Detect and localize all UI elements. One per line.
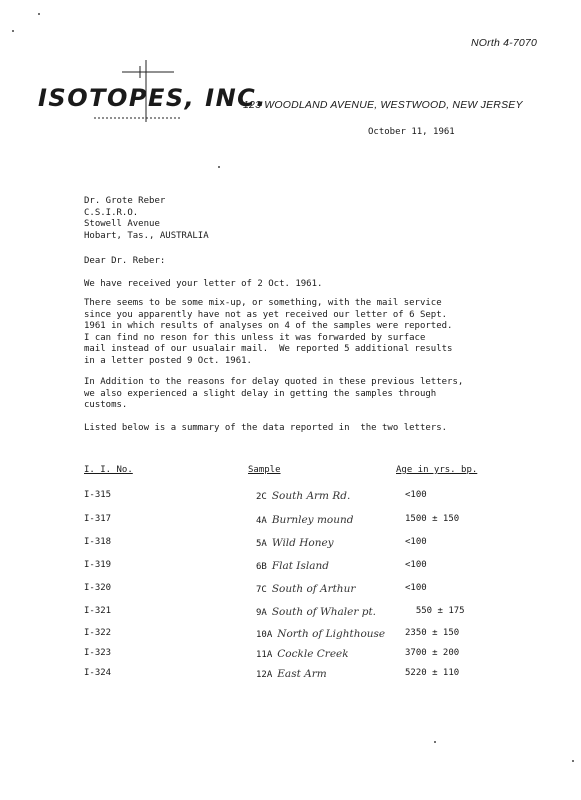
scan-speck xyxy=(572,760,574,762)
sample-cell xyxy=(256,537,334,549)
scan-speck xyxy=(12,30,14,32)
sample-code: 12A xyxy=(256,670,273,680)
phone-number: NOrth 4-7070 xyxy=(470,37,537,49)
sample-handwritten-note: South of Arthur xyxy=(271,583,356,595)
table-row xyxy=(0,490,581,510)
header-number: I. I. No. xyxy=(84,465,133,475)
sample-code: 11A xyxy=(256,650,273,660)
sample-cell xyxy=(256,583,355,595)
sample-number: I-318 xyxy=(84,537,112,547)
sample-number: I-322 xyxy=(84,628,112,638)
sample-handwritten-note: Flat Island xyxy=(271,560,329,572)
sample-age: 550 ± 175 xyxy=(405,606,465,616)
sample-age: <100 xyxy=(405,560,427,570)
sample-code: 5A xyxy=(256,539,267,549)
sample-cell xyxy=(256,668,327,680)
sample-code: 9A xyxy=(256,608,267,618)
paragraph-1: We have received your letter of 2 Oct. 1961. xyxy=(84,279,323,289)
table-row xyxy=(0,537,581,557)
sample-handwritten-note: Cockle Creek xyxy=(277,648,349,660)
sample-number: I-321 xyxy=(84,606,112,616)
sample-code: 4A xyxy=(256,516,267,526)
sample-cell xyxy=(256,628,385,640)
sample-number: I-319 xyxy=(84,560,112,570)
header-age: Age in yrs. bp. xyxy=(396,465,478,475)
sample-cell xyxy=(256,606,376,618)
recipient-address: Dr. Grote Reber C.S.I.R.O. Stowell Avenue Hobart, Tas., AUSTRALIA xyxy=(84,196,209,241)
sample-age: 2350 ± 150 xyxy=(405,628,460,638)
sample-age: <100 xyxy=(405,583,427,593)
salutation: Dear Dr. Reber: xyxy=(84,256,166,266)
scan-speck xyxy=(38,13,40,15)
header-sample: Sample xyxy=(248,465,281,475)
sample-number: I-315 xyxy=(84,490,112,500)
scan-speck xyxy=(218,166,220,168)
sample-code: 7C xyxy=(256,585,267,595)
company-address: 123 WOODLAND AVENUE, WESTWOOD, NEW JERSEY xyxy=(243,99,523,111)
sample-cell xyxy=(256,648,349,660)
sample-code: 2C xyxy=(256,492,267,502)
paragraph-2: There seems to be some mix-up, or something, with the mail service since you apparently have not as yet received our letter of 6 Sept. 1961 in which results of analyses on 4 of the samples were reported. I can find no reson for this unless it was forwarded by surface mail instead of our usualair mail. We reported 5 additional results in a letter posted 9 Oct. 1961. xyxy=(84,298,453,366)
table-row xyxy=(0,668,581,688)
sample-cell xyxy=(256,490,350,502)
table-row xyxy=(0,648,581,668)
sample-age: 5220 ± 110 xyxy=(405,668,460,678)
sample-code: 6B xyxy=(256,562,267,572)
sample-number: I-323 xyxy=(84,648,112,658)
sample-handwritten-note: South of Whaler pt. xyxy=(271,606,377,618)
sample-handwritten-note: Burnley mound xyxy=(271,514,354,526)
sample-number: I-320 xyxy=(84,583,112,593)
paragraph-3: In Addition to the reasons for delay quoted in these previous letters, we also experienced a slight delay in getting the samples through customs. xyxy=(84,377,464,410)
table-row xyxy=(0,583,581,603)
sample-age: <100 xyxy=(405,490,427,500)
sample-age: 1500 ± 150 xyxy=(405,514,460,524)
sample-cell xyxy=(256,514,353,526)
sample-code: 10A xyxy=(256,630,273,640)
company-logo: ISOTOPES, INC. xyxy=(38,84,267,112)
sample-handwritten-note: Wild Honey xyxy=(271,537,334,549)
paragraph-4: Listed below is a summary of the data reported in the two letters. xyxy=(84,423,448,433)
table-row xyxy=(0,606,581,626)
letter-date: October 11, 1961 xyxy=(368,127,455,137)
sample-age: 3700 ± 200 xyxy=(405,648,460,658)
sample-handwritten-note: North of Lighthouse xyxy=(277,628,386,640)
table-row xyxy=(0,560,581,580)
table-row xyxy=(0,514,581,534)
sample-cell xyxy=(256,560,329,572)
sample-number: I-324 xyxy=(84,668,112,678)
sample-age: <100 xyxy=(405,537,427,547)
sample-handwritten-note: South Arm Rd. xyxy=(271,490,351,502)
sample-handwritten-note: East Arm xyxy=(277,668,327,680)
table-row xyxy=(0,628,581,648)
scan-speck xyxy=(434,741,436,743)
sample-number: I-317 xyxy=(84,514,112,524)
